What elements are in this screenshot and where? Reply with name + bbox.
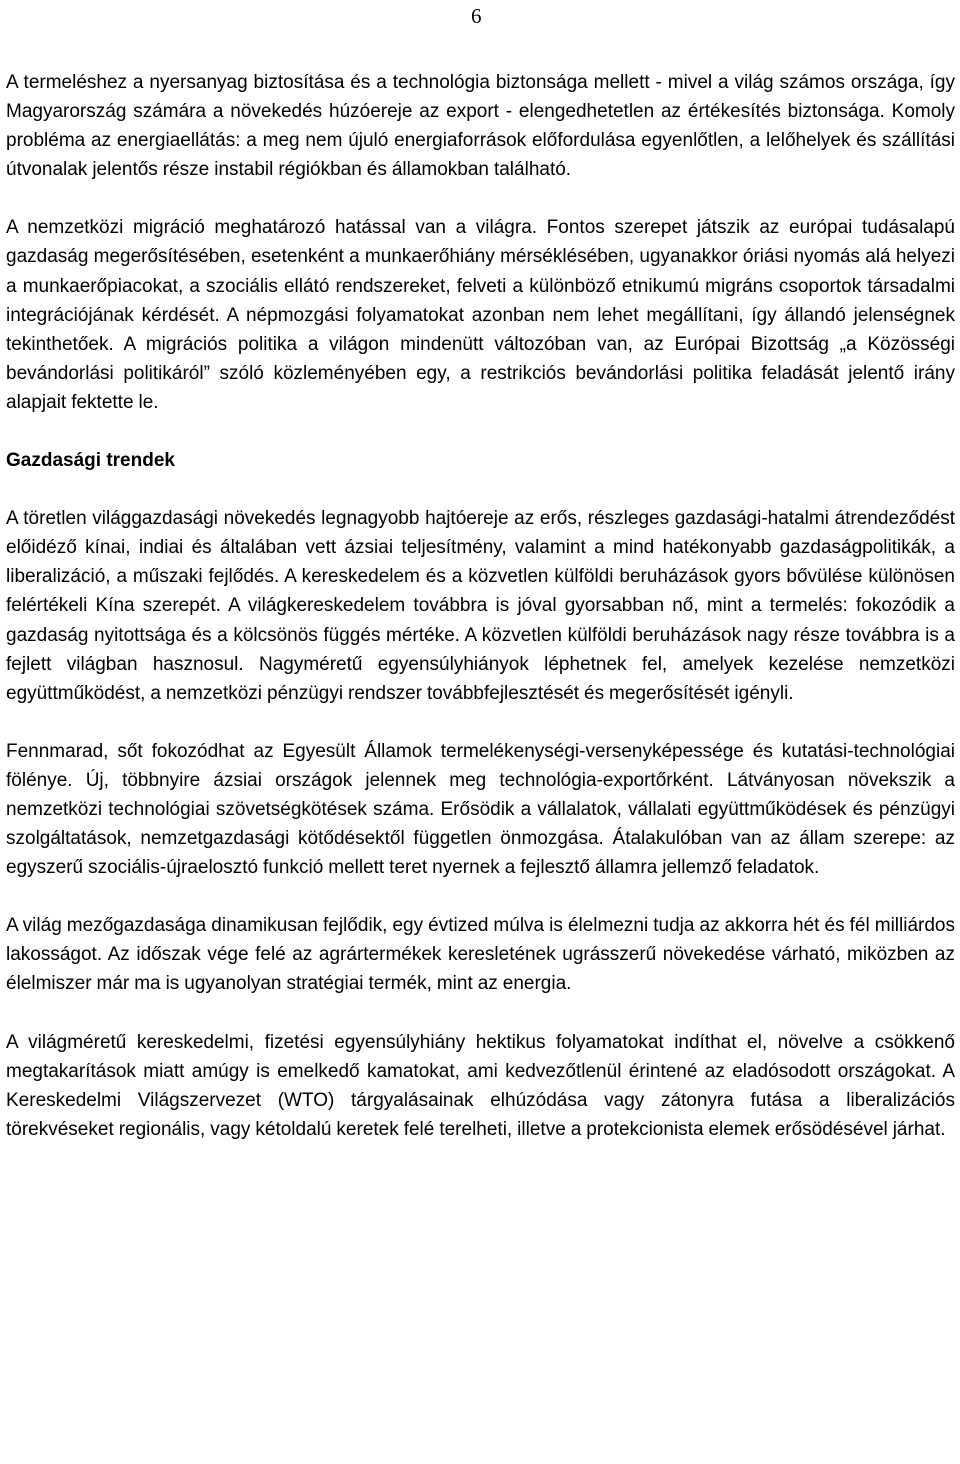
paragraph-world-economy-growth: A töretlen világgazdasági növekedés legnagyobb hajtóereje az erős, részleges gazdasági-hatalmi átrendeződést előidéző kínai, indiai és általában vett ázsiai teljesítmény, valamint a mind hatékonyabb gazdaságpolitikák, a liberalizáció, a műszaki fejlődés. A kereskedelem és a közvetlen külföldi beruházások gyors bővülése különösen felértékeli Kína szerepét. A világkereskedelem továbbra is jóval gyorsabban nő, mint a termelés: fokozódik a gazdaság nyitottsága és a kölcsönös függés mértéke. A közvetlen külföldi beruházások nagy része továbbra is a fejlett világban hasznosul. Nagyméretű egyensúlyhiányok léphetnek fel, amelyek kezelése nemzetközi együttműködést, a nemzetközi pénzügyi rendszer továbbfejlesztését és megerősítését igényli. (6, 508, 955, 704)
paragraph-us-technology: Fennmarad, sőt fokozódhat az Egyesült Államok termelékenységi-versenyképessége és kutatási-technológiai fölénye. Új, többnyire ázsiai országok jelennek meg technológia-exportőrként. Látványosan növekszik a nemzetközi technológiai szövetségkötések száma. Erősödik a vállalatok, vállalati együttműködések és pénzügyi szolgáltatások, nemzetgazdasági kötődésektől független önmozgása. Átalakulóban van az állam szerepe: az egyszerű szociális-újraelosztó funkció mellett teret nyernek a fejlesztő államra jellemző feladatok. (6, 740, 955, 879)
paragraph-energy-security: A termeléshez a nyersanyag biztosítása és a technológia biztonsága mellett - mivel a világ számos országa, így Magyarország számára a növekedés húzóereje az export - elengedhetetlen az értékesítés biztonsága. Komoly probléma az energiaellátás: a meg nem újuló energiaforrások előfordulása egyenlőtlen, a lelőhelyek és szállítási útvonalak jelentős része instabil régiókban és államokban található. (6, 72, 955, 181)
paragraph-migration: A nemzetközi migráció meghatározó hatással van a világra. Fontos szerepet játszik az európai tudásalapú gazdaság megerősítésében, esetenként a munkaerőhiány mérséklésében, ugyanakkor óriási nyomás alá helyezi a munkaerőpiacokat, a szociális ellátó rendszereket, felveti a különböző etnikumú migráns csoportok társadalmi integrációjának kérdését. A népmozgási folyamatokat azonban nem lehet megállítani, így állandó jelenségnek tekinthetőek. A migrációs politika a világon mindenütt változóban van, az Európai Bizottság „a Közösségi bevándorlási politikáról” szóló közleményében egy, a restrikciós bevándorlási politika feladását jelentő irány alapjait fektette le. (6, 217, 955, 413)
page-content (6, 68, 955, 1144)
section-heading-gazdasagi-trendek: Gazdasági trendek (6, 450, 175, 472)
paragraph-agriculture: A világ mezőgazdasága dinamikusan fejlődik, egy évtized múlva is élelmezni tudja az akkorra hét és fél milliárdos lakosságot. Az időszak vége felé az agrártermékek keresletének ugrásszerű növekedése várható, miközben az élelmiszer már ma is ugyanolyan stratégiai termék, mint az energia. (6, 915, 955, 995)
paragraph-trade-imbalance: A világméretű kereskedelmi, fizetési egyensúlyhiány hektikus folyamatokat indíthat el, növelve a csökkenő megtakarítások miatt amúgy is emelkedő kamatokat, ami kedvezőtlenül érintené az eladósodott országokat. A Kereskedelmi Világszervezet (WTO) tárgyalásainak elhúzódása vagy zátonyra futása a liberalizációs törekvéseket regionális, vagy kétoldalú keretek felé terelheti, illetve a protekcionista elemek erősödésével járhat. (6, 1031, 955, 1140)
page-number: 6 (471, 4, 482, 28)
